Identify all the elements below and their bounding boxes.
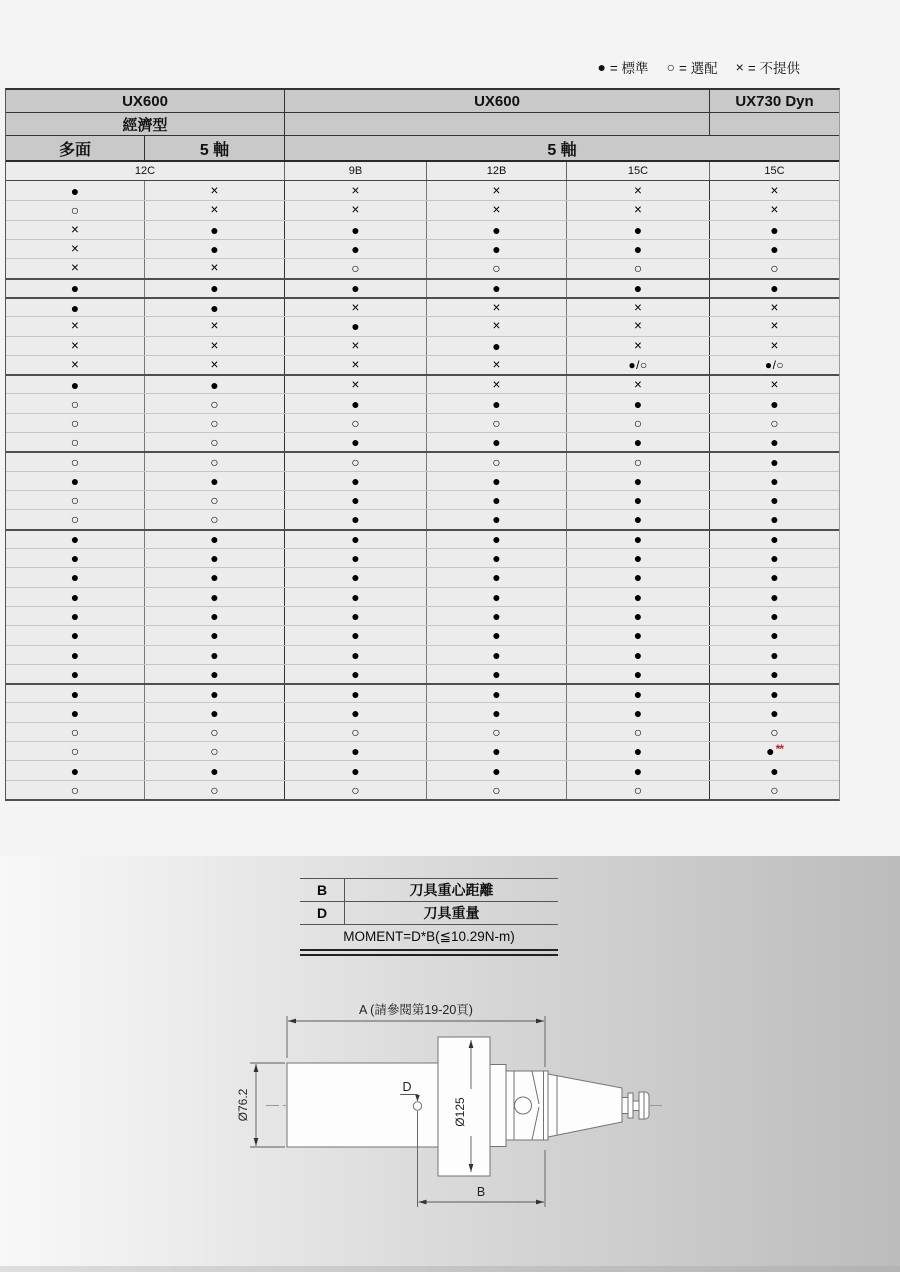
symbol-cell: ● [426,588,566,606]
symbol-cell: ● [144,549,284,567]
open-dot-icon: ○ [666,59,676,75]
symbol-cell: ● [144,685,284,702]
bottom-edge-strip [0,1266,900,1272]
symbol-cell: ● [70,588,80,605]
symbol-cell: ● [709,240,839,258]
header-model-12c: 12C [134,165,156,177]
symbol-cell: ● [426,549,566,567]
symbol-cell: ● [566,568,709,586]
symbol-cell: ● [284,761,426,779]
symbol-cell: × [71,318,79,334]
symbol-cell: ● [284,280,426,297]
dim-a-label: A (請參閱第19-20頁) [359,1003,473,1017]
legend-label: = 選配 [679,61,718,76]
symbol-cell: ● [566,549,709,567]
table-row [6,529,839,548]
symbol-cell: ● [284,510,426,528]
symbol-cell: ○ [144,433,284,451]
arrow-right-icon [536,1200,544,1205]
symbol-matrix-body [6,181,839,799]
symbol-cell: ● [426,626,566,644]
symbol-cell: ● [566,588,709,606]
header-5axis-right: 5 軸 [284,136,839,160]
symbol-cell: ● [284,472,426,490]
symbol-cell: ● [566,742,709,760]
symbol-cell: ● [144,588,284,606]
symbol-cell: ● [284,588,426,606]
symbol-cell: × [284,299,426,316]
symbol-cell: × [284,181,426,200]
symbol-cell: ● [144,665,284,683]
x-mark-icon: × [735,59,744,75]
symbol-cell: ● [426,685,566,702]
symbol-cell: ● [284,742,426,760]
table-row [6,220,839,239]
header-empty [284,113,709,135]
symbol-cell: × [709,299,839,316]
table-row [6,200,839,219]
table-row [6,374,839,393]
symbol-cell: × [709,337,839,355]
symbol-cell: ○ [709,414,839,432]
table-row [6,664,839,683]
symbol-cell: ● [144,626,284,644]
arrow-up-icon [254,1064,259,1072]
symbol-cell: × [71,260,79,276]
symbol-cell: ● [284,221,426,239]
symbol-cell: ● [70,685,80,702]
symbol-cell: ● [709,531,839,548]
table-row [6,625,839,644]
table-row [6,760,839,779]
legend-item-not-available [736,57,800,77]
red-asterisks: ** [775,742,783,757]
header-model-15c-ux730: 15C [709,162,839,180]
symbol-cell: ○ [426,259,566,277]
symbol-cell: × [144,259,284,277]
symbol-cell: ● [566,626,709,644]
symbol-cell: ○ [284,259,426,277]
symbol-cell: ○ [144,742,284,760]
arrow-down-icon [254,1138,259,1146]
symbol-cell: ● [70,182,80,199]
symbol-cell: ○ [70,414,80,431]
symbol-cell: × [566,376,709,393]
table-row [300,878,558,901]
symbol-cell: × [426,181,566,200]
table-row [6,548,839,567]
symbol-cell: × [709,181,839,200]
symbol-cell: ○ [70,781,80,798]
symbol-cell: ●/○ [566,356,709,374]
symbol-cell: ● [144,299,284,316]
symbol-cell: ● [284,549,426,567]
symbol-cell: ● [566,703,709,721]
stud-neck [633,1101,639,1111]
symbol-cell: ● [566,221,709,239]
symbol-cell: × [566,181,709,200]
header-multiface: 多面 [58,141,91,159]
symbol-cell: ● [284,317,426,335]
table-row [6,645,839,664]
header-row-series [6,90,839,113]
symbol-cell: × [566,201,709,219]
drawing-svg [230,1000,680,1215]
symbol-cell: ● [709,510,839,528]
symbol-cell: × [144,317,284,335]
symbol-cell: × [426,317,566,335]
symbol-cell: ○ [284,414,426,432]
symbol-cell: ● [70,569,80,586]
symbol-cell: ○ [70,202,80,219]
symbol-cell: ○ [426,453,566,470]
symbol-cell: ● [426,394,566,412]
symbol-cell: ○ [284,723,426,741]
symbol-cell: ● [284,665,426,683]
symbol-cell: ● [709,646,839,664]
symbol-cell: ● [144,376,284,393]
symbol-cell: ○ [70,723,80,740]
legend-label: = 不提供 [747,61,800,76]
symbol-cell: ○ [70,434,80,451]
symbol-cell: ○ [426,414,566,432]
symbol-cell: × [144,337,284,355]
symbol-cell: ● [426,646,566,664]
symbol-cell: ● [70,531,80,548]
symbol-cell: ● [284,568,426,586]
header-row-models [6,162,839,181]
table-row [6,702,839,721]
table-row [6,722,839,741]
symbol-cell: × [71,356,79,372]
symbol-cell: × [426,356,566,374]
symbol-cell: × [284,356,426,374]
symbol-cell: ● [709,433,839,451]
symbol-cell: ○ [144,510,284,528]
symbol-cell: ○ [566,453,709,470]
double-rule [300,949,558,956]
symbol-cell: ● [566,240,709,258]
symbol-cell: ● [284,646,426,664]
symbol-cell: ● [284,607,426,625]
table-row [6,297,839,316]
symbol-cell: ○ [144,491,284,509]
header-empty [709,113,839,135]
symbol-cell: ● [566,531,709,548]
symbol-cell: ○ [144,394,284,412]
symbol-cell: × [709,376,839,393]
symbol-cell: ○ [426,781,566,799]
arrow-left-icon [419,1200,427,1205]
stud-shaft [622,1098,628,1114]
symbol-cell: × [284,337,426,355]
symbol-cell: ○ [284,453,426,470]
symbol-cell: ● [284,626,426,644]
moment-value-b: 刀具重心距離 [409,882,494,898]
symbol-cell: ● [566,394,709,412]
symbol-cell: ● [709,626,839,644]
symbol-cell: ● [566,685,709,702]
legend-item-standard [597,57,648,77]
symbol-cell: ● [566,280,709,297]
header-model-15c: 15C [566,162,709,180]
symbol-cell: ● [70,665,80,682]
symbol-cell: ● [426,742,566,760]
symbol-cell: ● [709,568,839,586]
symbol-cell: ● [426,665,566,683]
table-row [6,509,839,528]
symbol-cell: ● [284,394,426,412]
symbol-cell: × [426,299,566,316]
symbol-cell: ● [144,568,284,586]
symbol-cell: ● [566,472,709,490]
symbol-cell: ● [70,472,80,489]
symbol-cell: ○ [709,781,839,799]
symbol-cell: × [144,201,284,219]
symbol-cell: ● [284,685,426,702]
symbol-cell: × [426,376,566,393]
dia76-label: Ø76.2 [236,1088,250,1122]
symbol-cell: ● [709,703,839,721]
symbol-cell: ● [70,608,80,625]
symbol-cell: ● [566,761,709,779]
table-row [6,278,839,297]
symbol-cell: ● [284,491,426,509]
symbol-cell: ● [426,510,566,528]
table-row [6,393,839,412]
symbol-cell: ● [709,221,839,239]
symbol-cell: ● [426,531,566,548]
symbol-cell: × [144,356,284,374]
header-model-9b: 9B [284,162,426,180]
header-ux730-dyn: UX730 Dyn [709,90,839,112]
symbol-cell: ● [709,453,839,470]
dim-b-label: B [476,1185,486,1199]
symbol-cell: ● [566,433,709,451]
table-row [6,432,839,451]
table-row [6,239,839,258]
symbol-cell: ● [144,472,284,490]
table-row [6,567,839,586]
symbol-cell: ● [70,762,80,779]
symbol-cell: ○ [144,781,284,799]
header-ux600: UX600 [284,90,709,112]
table-row [6,316,839,335]
table-row [6,741,839,760]
symbol-cell: ● [709,588,839,606]
header-row-axis [6,136,839,162]
symbol-cell: ○ [144,414,284,432]
symbol-cell: ● [70,550,80,567]
symbol-cell: ○ [426,723,566,741]
symbol-cell: ● [144,703,284,721]
symbol-cell: ● [426,433,566,451]
symbol-cell: ● [426,568,566,586]
table-row [6,587,839,606]
symbol-cell: ● [70,280,80,297]
neck [490,1065,506,1147]
symbol-cell: ● [426,607,566,625]
table-row [6,471,839,490]
symbol-cell: ● [709,472,839,490]
symbol-cell: ● [144,280,284,297]
symbol-cell: ○ [566,723,709,741]
symbol-cell: × [426,201,566,219]
symbol-cell: ● [144,646,284,664]
legend-item-optional [667,57,718,77]
symbol-cell: × [566,299,709,316]
table-row [6,606,839,625]
symbol-cell: ● [566,607,709,625]
symbol-cell: ● [709,280,839,297]
stud-collar [628,1093,633,1118]
symbol-cell: ● [709,665,839,683]
symbol-cell: ○ [144,723,284,741]
symbol-cell: ● [709,394,839,412]
gripper-groove [515,1097,532,1114]
symbol-cell: ● [709,761,839,779]
header-5axis-left: 5 軸 [144,136,284,160]
symbol-cell: ● [566,665,709,683]
table-row [6,258,839,277]
symbol-cell: × [284,376,426,393]
spec-matrix-table [5,88,840,801]
symbol-cell: ● [426,703,566,721]
symbol-cell: ● [70,646,80,663]
filled-dot-icon: ● [597,59,606,75]
table-row [6,451,839,470]
taper-cone [548,1074,622,1137]
symbol-cell: × [71,337,79,353]
symbol-cell: ○ [70,395,80,412]
table-row [6,780,839,799]
header-economy-type: 經濟型 [122,116,168,134]
symbol-cell: ● [426,491,566,509]
arrow-right-icon [536,1019,544,1024]
symbol-cell: ● [144,221,284,239]
symbol-cell: ● ** [709,742,839,760]
symbol-cell: ● [709,685,839,702]
symbol-cell: ● [144,240,284,258]
symbol-cell: ● [284,531,426,548]
header-model-12b: 12B [426,162,566,180]
symbol-cell: × [566,337,709,355]
legend-label: = 標準 [609,61,649,76]
table-row [6,683,839,702]
symbol-cell: ○ [70,743,80,760]
symbol-cell: × [284,201,426,219]
symbol-cell: ● [284,433,426,451]
symbol-cell: ● [566,510,709,528]
symbol-cell: ○ [70,511,80,528]
table-row [6,181,839,200]
symbol-cell: × [71,221,79,237]
d-point-marker [413,1102,421,1110]
moment-table [300,878,558,956]
moment-formula: MOMENT=D*B(≦10.29N-m) [300,924,558,948]
dim-a-extension-lines [287,1016,545,1067]
symbol-cell: ● [70,299,80,316]
symbol-cell: ● [70,376,80,393]
symbol-cell: ● [426,221,566,239]
table-row [6,336,839,355]
tool-holder-drawing [230,1000,680,1220]
symbol-cell: ●/○ [709,356,839,374]
table-row [6,355,839,374]
symbol-cell: ● [426,240,566,258]
table-row [6,490,839,509]
moment-value-d: 刀具重量 [423,905,480,921]
symbol-cell: ● [566,646,709,664]
symbol-cell: ● [70,704,80,721]
table-row [6,413,839,432]
symbol-cell: × [566,317,709,335]
arrow-left-icon [288,1019,296,1024]
symbol-cell: ● [709,491,839,509]
symbol-cell: ● [144,531,284,548]
header-row-type [6,113,839,136]
symbol-cell: ○ [566,259,709,277]
symbol-cell: ● [426,337,566,355]
symbol-cell: ○ [709,723,839,741]
moment-key-b: B [300,879,345,901]
symbol-cell: ○ [144,453,284,470]
symbol-cell: ● [566,491,709,509]
table-row [300,901,558,924]
symbol-cell: ● [144,607,284,625]
symbol-cell: × [71,241,79,257]
dia125-label: Ø125 [453,1097,467,1127]
symbol-cell: ○ [70,492,80,509]
symbol-cell: ○ [709,259,839,277]
symbol-cell: ● [284,240,426,258]
dim-d-label: D [402,1080,412,1094]
symbol-cell: ○ [70,454,80,471]
symbol-cell: ● [709,607,839,625]
moment-key-d: D [300,902,345,924]
symbol-cell: ○ [566,414,709,432]
symbol-cell: ● [426,280,566,297]
symbol-cell: ○ [284,781,426,799]
symbol-cell: ● [426,761,566,779]
symbol-cell: ● [709,549,839,567]
symbol-cell: ● [284,703,426,721]
symbol-cell: × [709,317,839,335]
header-ux600-economy: UX600 [122,92,168,110]
symbol-cell: ● [426,472,566,490]
symbol-cell: ○ [566,781,709,799]
symbol-cell: ● [70,627,80,644]
legend [597,57,800,77]
symbol-cell: ● [144,761,284,779]
symbol-cell: × [144,181,284,200]
symbol-cell: × [709,201,839,219]
